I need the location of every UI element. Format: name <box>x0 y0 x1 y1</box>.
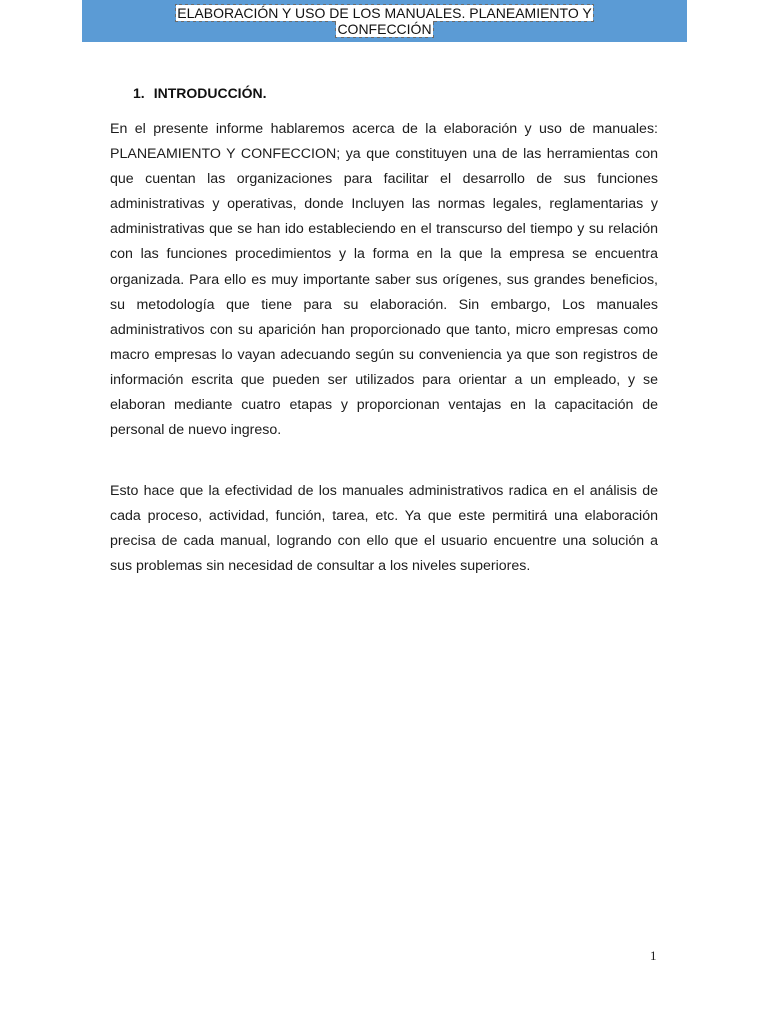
document-title <box>145 5 625 37</box>
section-title: INTRODUCCIÓN. <box>153 85 267 101</box>
intro-paragraph-2: Esto hace que la efectividad de los manuales administrativos radica en el análisis de cada proceso, actividad, función, tarea, etc. Ya que este permitirá una elaboración precisa de cada manual, logrando con ello que el usuario encuentre una solución a sus problemas sin necesidad de consultar a los niveles superiores. <box>110 483 658 575</box>
section-heading <box>133 85 266 101</box>
section-number: 1. <box>133 85 145 101</box>
page-number: 1 <box>650 948 657 963</box>
page-header-band <box>82 0 687 42</box>
document-title-text: ELABORACIÓN Y USO DE LOS MANUALES. PLANEAMIENTO Y CONFECCIÓN <box>177 5 592 37</box>
intro-paragraph-1: En el presente informe hablaremos acerca de la elaboración y uso de manuales: PLANEAMIENTO Y CONFECCION; ya que constituyen una de las herramientas con que cuentan las organizaciones para facilitar el desarrollo de sus funciones administrativas y operativas, donde Incluyen las normas legales, reglamentarias y administrativas que se han ido estableciendo en el transcurso del tiempo y su relación con las funciones procedimientos y la forma en la que la empresa se encuentra organizada. Para ello es muy importante saber sus orígenes, sus grandes beneficios, su metodología que tiene para su elaboración. Sin embargo, Los manuales administrativos con su aparición han proporcionado que tanto, micro empresas como macro empresas lo vayan adecuando según su conveniencia ya que son registros de información escrita que pueden ser utilizados para orientar a un empleado, y se elaboran mediante cuatro etapas y proporcionan ventajas en la capacitación de personal de nuevo ingreso. <box>110 121 658 439</box>
